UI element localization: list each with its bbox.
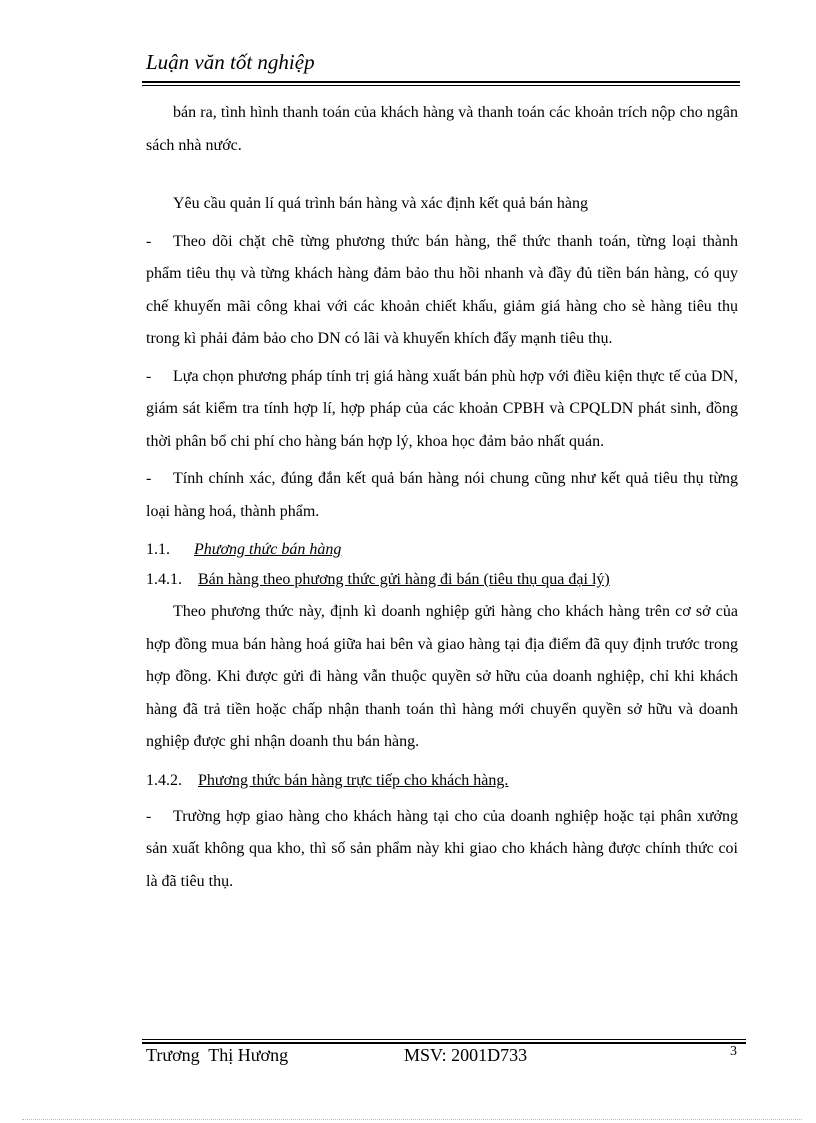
footer-rule xyxy=(142,1042,746,1044)
bullet-dash: - xyxy=(146,232,152,250)
footer-student-id: MSV: 2001D733 xyxy=(404,1045,528,1065)
requirements-heading: Yêu cầu quản lí quá trình bán hàng và xác định kết quả bán hàng xyxy=(173,195,588,212)
header-rule-thin xyxy=(142,85,740,86)
bullet-item xyxy=(146,226,738,356)
bullet-dash: - xyxy=(146,470,152,487)
bullet-text: Trường hợp giao hàng cho khách hàng tại cho của doanh nghiệp hoặc tại phân xưởng sản xuất không qua kho, thì số sản phẩm này khi giao cho khách hàng được chính thức coi là đã tiêu thụ. xyxy=(146,807,738,890)
footer-author: Trương Thị Hương xyxy=(146,1045,289,1065)
bullet-text: Theo dõi chặt chẽ từng phương thức bán hàng, thể thức thanh toán, từng loại thành phẩm tiêu thụ và từng khách hàng đảm bảo thu hồi nhanh và đầy đủ tiền bán hàng, có quy chế khuyến mãi công khai với các khoản chiết khấu, giảm giá hàng cho sè hàng tiêu thụ trong kì phải đảm bảo cho DN có lãi và khuyến khích đẩy mạnh tiêu thụ. xyxy=(146,232,738,347)
section-title: Bán hàng theo phương thức gửi hàng đi bán (tiêu thụ qua đại lý) xyxy=(198,571,610,588)
bullet-item xyxy=(146,801,738,899)
paragraph-continuation: bán ra, tình hình thanh toán của khách hàng và thanh toán các khoản trích nộp cho ngân sách nhà nước. xyxy=(146,104,738,154)
page-content xyxy=(146,97,738,898)
page-number: 3 xyxy=(730,1044,737,1059)
section-heading-1-1 xyxy=(146,536,738,564)
section-heading-1-4-2 xyxy=(146,767,738,795)
bullet-text: Lựa chọn phương pháp tính trị giá hàng xuất bán phù hợp với điều kiện thực tế của DN, giám sát kiểm tra tính hợp lí, hợp pháp của các khoản CPBH và CPQLDN phát sinh, đồng thời phân bổ chi phí cho hàng bán hợp lý, khoa học đảm bảo nhất quán. xyxy=(146,367,738,450)
section-heading-1-4-1 xyxy=(146,566,738,594)
bullet-text: Tính chính xác, đúng đắn kết quả bán hàng nói chung cũng như kết quả tiêu thụ từng loại hàng hoá, thành phẩm. xyxy=(146,470,738,520)
footer-rule-thin xyxy=(142,1039,746,1040)
bullet-dash: - xyxy=(146,807,152,825)
paragraph-1-4-1: Theo phương thức này, định kì doanh nghiệp gửi hàng cho khách hàng trên cơ sở của hợp đồng mua bán hàng hoá giữa hai bên và giao hàng tại địa điểm đã quy định trước trong hợp đồng. Khi được gửi đi hàng vẫn thuộc quyền sở hữu của doanh nghiệp, chỉ khi khách hàng đã trả tiền hoặc chấp nhận thanh toán thì hàng mới chuyển quyền sở hữu và doanh nghiệp được ghi nhận doanh thu bán hàng. xyxy=(146,603,738,750)
section-number: 1.4.2. xyxy=(146,771,182,789)
page-edge-divider xyxy=(22,1119,802,1120)
section-number: 1.4.1. xyxy=(146,571,182,588)
bullet-item xyxy=(146,463,738,528)
section-title: Phương thức bán hàng trực tiếp cho khách hàng. xyxy=(198,771,509,789)
bullet-item xyxy=(146,361,738,459)
header-rule xyxy=(142,81,740,83)
bullet-dash: - xyxy=(146,367,152,385)
running-header-title: Luận văn tốt nghiệp xyxy=(146,50,315,74)
section-number: 1.1. xyxy=(146,541,170,558)
section-title: Phương thức bán hàng xyxy=(194,541,342,558)
